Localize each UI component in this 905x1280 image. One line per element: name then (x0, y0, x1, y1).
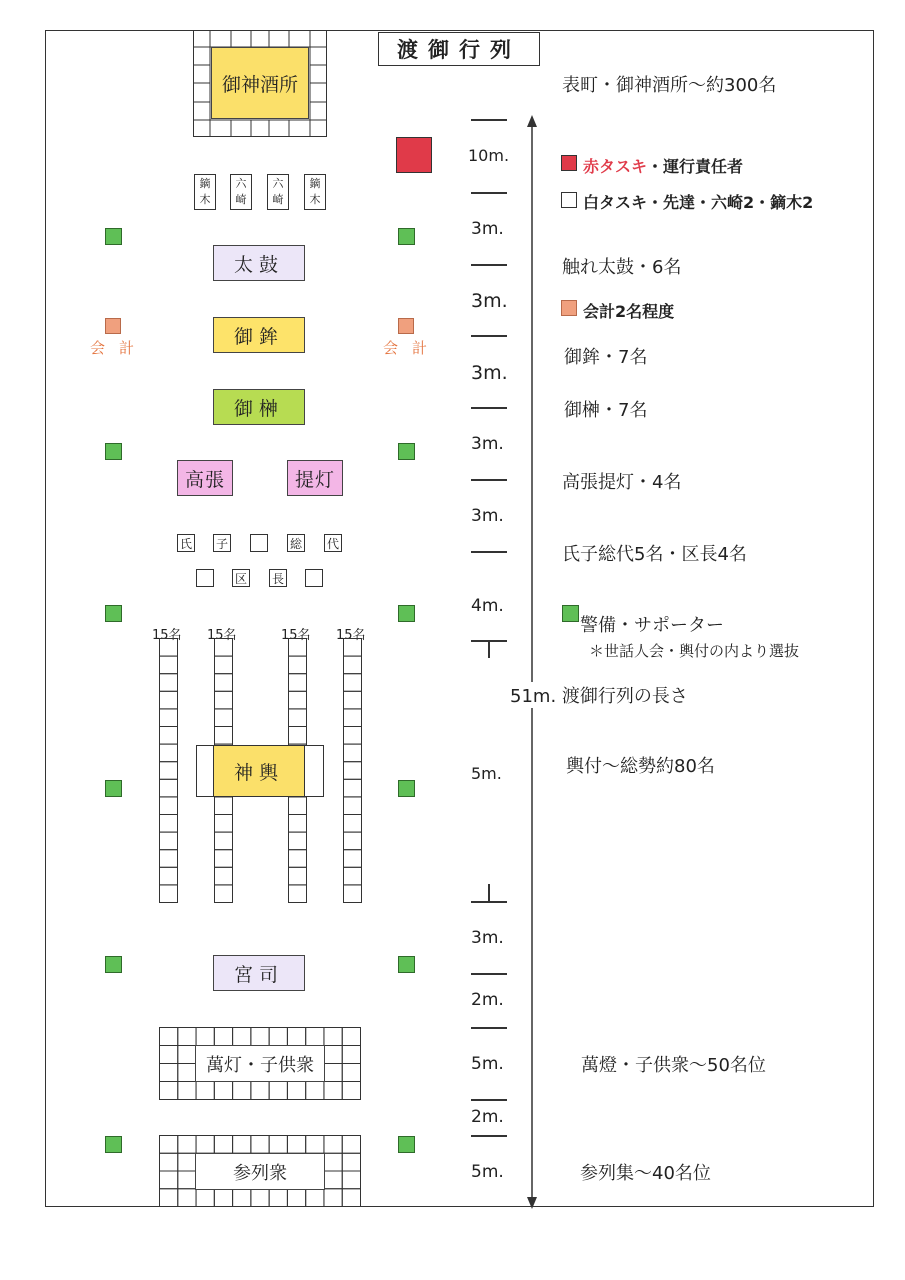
grid-cell (178, 1189, 196, 1207)
hoko-block (213, 317, 305, 353)
distance-label: 4m. (471, 596, 504, 616)
kaburagi-right-char1: 鏑 (309, 177, 321, 190)
legend-white-marker (561, 192, 577, 208)
grid-cell (342, 1064, 360, 1082)
bearer-cell (289, 709, 307, 727)
bearer-cell (215, 674, 233, 692)
guji-label: 宮司 (233, 963, 284, 986)
legend-guard-marker (562, 605, 579, 622)
grid-cell (214, 1189, 232, 1207)
takahari-label: 高張 (184, 468, 225, 491)
sakaki-count-label: 御榊・7名 (564, 400, 648, 421)
chochin-block (287, 460, 343, 496)
bearer-cell (160, 867, 178, 885)
bearer-cell (160, 639, 178, 657)
grid-cell (178, 1046, 196, 1064)
bearer-cell (215, 850, 233, 868)
kucho-char1: 区 (234, 571, 247, 586)
grid-cell (287, 1082, 305, 1100)
kaburagi-right (304, 174, 326, 210)
kaburagi-left (194, 174, 216, 210)
bearer-cell (160, 885, 178, 903)
grid-cell (324, 1153, 342, 1171)
count-label: 15名 (207, 628, 237, 643)
segment-tick (471, 1135, 507, 1137)
diagram-title: 渡御行列 (397, 38, 521, 62)
distance-label: 5m. (471, 1054, 504, 1074)
grid-cell (160, 1153, 178, 1171)
grid-cell (214, 1028, 232, 1046)
segment-tick (471, 264, 507, 266)
bearer-cell (344, 691, 362, 709)
bearer-cell (344, 885, 362, 903)
shrine-block (211, 47, 309, 119)
grid-cell (324, 1046, 342, 1064)
mando-label: 萬灯・子供衆 (206, 1054, 314, 1076)
grid-cell (342, 1153, 360, 1171)
bearer-cell (160, 779, 178, 797)
sodai-char1-box (287, 534, 305, 552)
ujiko-char2: 子 (215, 536, 228, 551)
grid-cell (287, 1028, 305, 1046)
taiko-count-label: 触れ太鼓・6名 (562, 257, 682, 278)
rokuzaki-left-char1: 六 (235, 177, 247, 190)
ujiko-char1: 氏 (179, 536, 192, 551)
bearer-cell (160, 815, 178, 833)
grid-cell (233, 1136, 251, 1154)
legend-red-role: ・運行責任者 (647, 157, 744, 176)
empty-member-box (250, 534, 268, 552)
grid-cell (196, 1082, 214, 1100)
koshizuki-label: 輿付～総勢約80名 (566, 756, 715, 777)
bearer-cell (344, 744, 362, 762)
accountant-marker (398, 318, 414, 334)
chochin-label: 提灯 (294, 468, 335, 491)
total-length-label: 51m. 渡御行列の長さ (508, 682, 690, 708)
bearer-cell (289, 885, 307, 903)
bearer-cell (344, 779, 362, 797)
guard-marker (398, 605, 415, 622)
legend-accountant-marker (561, 300, 577, 316)
guard-marker (105, 1136, 122, 1153)
grid-cell (233, 1189, 251, 1207)
bearer-cell (344, 727, 362, 745)
grid-cell (178, 1171, 196, 1189)
sodai-char1: 総 (289, 536, 302, 551)
bearer-cell (215, 727, 233, 745)
count-label: 15名 (281, 628, 311, 643)
sodai-char2: 代 (326, 536, 339, 551)
grid-cell (324, 1136, 342, 1154)
segment-tick (471, 973, 507, 975)
kaburagi-right-char2: 木 (309, 193, 321, 206)
grid-cell (342, 1189, 360, 1207)
segment-tick-stem (488, 884, 490, 901)
legend-red-text (583, 154, 743, 177)
empty-member-box (196, 569, 214, 587)
grid-cell (324, 1082, 342, 1100)
bearer-cell (215, 867, 233, 885)
bearer-cell (344, 832, 362, 850)
bearer-cell (160, 656, 178, 674)
bearer-cell (289, 691, 307, 709)
takahari-count-label: 高張提灯・4名 (562, 472, 682, 493)
title-box (378, 32, 540, 66)
sanretsu-label: 参列衆 (233, 1162, 287, 1184)
grid-cell (196, 1028, 214, 1046)
grid-cell (233, 1082, 251, 1100)
bearer-cell (215, 885, 233, 903)
distance-label: 5m. (471, 764, 502, 783)
omote-label: 表町・御神酒所～約300名 (562, 75, 777, 96)
bearer-cell (289, 674, 307, 692)
rokuzaki-right (267, 174, 289, 210)
grid-cell (342, 1082, 360, 1100)
bearer-cell (289, 639, 307, 657)
guard-marker (398, 228, 415, 245)
legend-red-marker (561, 155, 577, 171)
rokuzaki-right-char1: 六 (272, 177, 284, 190)
sakaki-block (213, 389, 305, 425)
bearer-cell (215, 815, 233, 833)
bearer-cell (289, 850, 307, 868)
segment-tick (471, 192, 507, 194)
grid-cell (196, 1136, 214, 1154)
distance-label: 3m. (471, 434, 504, 454)
grid-cell (269, 1028, 287, 1046)
mikoshi-block (213, 745, 305, 797)
bearer-cell (160, 797, 178, 815)
grid-cell (178, 1153, 196, 1171)
count-label: 15名 (336, 628, 366, 643)
keibi-label: 警備・サポーター (580, 615, 724, 636)
guard-marker (105, 780, 122, 797)
grid-cell (269, 1189, 287, 1207)
legend-accountant-text: 会計2名程度 (583, 302, 675, 321)
bearer-cell (344, 656, 362, 674)
distance-label: 2m. (471, 990, 504, 1010)
grid-cell (342, 1136, 360, 1154)
bearer-cell (289, 867, 307, 885)
grid-cell (178, 1136, 196, 1154)
grid-cell (306, 1082, 324, 1100)
grid-cell (287, 1189, 305, 1207)
bearer-cell (215, 709, 233, 727)
mando-block (195, 1045, 325, 1082)
bearer-cell (344, 850, 362, 868)
guji-block (213, 955, 305, 991)
segment-tick (471, 119, 507, 121)
accountant-marker (105, 318, 121, 334)
grid-cell (251, 1189, 269, 1207)
grid-cell (324, 1171, 342, 1189)
bearer-cell (160, 762, 178, 780)
kaburagi-left-char1: 鏑 (199, 177, 211, 190)
distance-label: 5m. (471, 1162, 504, 1182)
bearer-cell (160, 674, 178, 692)
distance-label: 3m. (471, 928, 504, 948)
grid-cell (178, 1028, 196, 1046)
bearer-cell (344, 815, 362, 833)
segment-tick (471, 1027, 507, 1029)
grid-cell (178, 1082, 196, 1100)
takahari-block (177, 460, 233, 496)
distance-label: 3m. (471, 290, 508, 312)
grid-cell (178, 1064, 196, 1082)
grid-cell (160, 1189, 178, 1207)
kaburagi-left-char2: 木 (199, 193, 211, 206)
guard-marker (398, 780, 415, 797)
grid-cell (269, 1136, 287, 1154)
bearer-cell (215, 656, 233, 674)
grid-cell (214, 1136, 232, 1154)
red-sash-marker (396, 137, 432, 173)
grid-cell (160, 1064, 178, 1082)
bearer-cell (344, 797, 362, 815)
sakaki-label: 御榊 (233, 397, 284, 420)
bearer-cell (160, 727, 178, 745)
distance-label: 2m. (471, 1107, 504, 1127)
guard-marker (105, 228, 122, 245)
bearer-cell (160, 744, 178, 762)
guard-marker (398, 1136, 415, 1153)
kucho-char2: 長 (271, 571, 284, 586)
grid-cell (287, 1136, 305, 1154)
rokuzaki-right-char2: 崎 (272, 193, 284, 206)
grid-cell (160, 1171, 178, 1189)
grid-cell (160, 1136, 178, 1154)
ujiko-char1-box (177, 534, 195, 552)
bearer-cell (344, 674, 362, 692)
bearer-cell (215, 691, 233, 709)
sodai-char2-box (324, 534, 342, 552)
kucho-char1-box (232, 569, 250, 587)
shrine-label: 御神酒所 (221, 73, 298, 96)
empty-member-box (305, 569, 323, 587)
rokuzaki-left-char2: 崎 (235, 193, 247, 206)
grid-cell (269, 1082, 287, 1100)
guard-marker (105, 443, 122, 460)
grid-cell (160, 1082, 178, 1100)
bearer-cell (215, 832, 233, 850)
rokuzaki-left (230, 174, 252, 210)
bearer-cell (289, 727, 307, 745)
keibi-note: ＊世話人会・輿付の内より選抜 (589, 642, 800, 660)
guard-marker (105, 605, 122, 622)
legend-red-keyword: 赤タスキ (583, 157, 648, 176)
segment-tick-stem (488, 640, 490, 658)
bearer-cell (160, 850, 178, 868)
distance-label: 3m. (471, 362, 508, 384)
grid-cell (251, 1136, 269, 1154)
bearer-cell (289, 832, 307, 850)
ujiko-count-label: 氏子総代5名・区長4名 (562, 544, 747, 565)
grid-cell (342, 1028, 360, 1046)
bearer-cell (160, 691, 178, 709)
bearer-cell (160, 709, 178, 727)
sanretsu-count-label: 参列集～40名位 (580, 1163, 711, 1184)
grid-cell (306, 1028, 324, 1046)
grid-cell (342, 1171, 360, 1189)
bearer-cell (160, 832, 178, 850)
mando-count-label: 萬燈・子供衆～50名位 (581, 1055, 766, 1076)
bearer-cell (344, 709, 362, 727)
grid-cell (160, 1028, 178, 1046)
accountant-label-right: 会計 (383, 339, 442, 357)
grid-cell (324, 1028, 342, 1046)
distance-label: 3m. (471, 219, 504, 239)
bearer-cell (289, 656, 307, 674)
guard-marker (398, 956, 415, 973)
bearer-cell (215, 797, 233, 815)
taiko-block (213, 245, 305, 281)
guard-marker (105, 956, 122, 973)
mikoshi-label: 神輿 (233, 761, 284, 784)
count-label: 15名 (152, 628, 182, 643)
bearer-cell (289, 815, 307, 833)
grid-cell (324, 1064, 342, 1082)
grid-cell (160, 1046, 178, 1064)
grid-cell (306, 1189, 324, 1207)
kucho-char2-box (269, 569, 287, 587)
guard-marker (398, 443, 415, 460)
hoko-label: 御鉾 (233, 325, 284, 348)
ujiko-char2-box (213, 534, 231, 552)
grid-cell (214, 1082, 232, 1100)
grid-cell (233, 1028, 251, 1046)
grid-cell (251, 1082, 269, 1100)
segment-tick (471, 1099, 507, 1101)
taiko-label: 太鼓 (233, 253, 284, 276)
bearer-cell (344, 639, 362, 657)
grid-cell (251, 1028, 269, 1046)
grid-cell (324, 1189, 342, 1207)
sanretsu-block (195, 1153, 325, 1190)
bearer-cell (344, 762, 362, 780)
legend-white-text: 白タスキ・先達・六崎2・鏑木2 (583, 193, 814, 212)
bearer-cell (344, 867, 362, 885)
segment-tick (471, 407, 507, 409)
hoko-count-label: 御鉾・7名 (564, 347, 648, 368)
distance-label: 3m. (471, 506, 504, 526)
accountant-label-left: 会計 (90, 339, 149, 357)
grid-cell (196, 1189, 214, 1207)
grid-cell (306, 1136, 324, 1154)
grid-cell (342, 1046, 360, 1064)
bearer-cell (215, 639, 233, 657)
segment-tick (471, 479, 507, 481)
segment-tick (471, 551, 507, 553)
total-length-axis (520, 115, 544, 1210)
segment-tick (471, 335, 507, 337)
bearer-cell (289, 797, 307, 815)
segment-tick (471, 901, 507, 903)
distance-label: 10m. (468, 146, 510, 165)
